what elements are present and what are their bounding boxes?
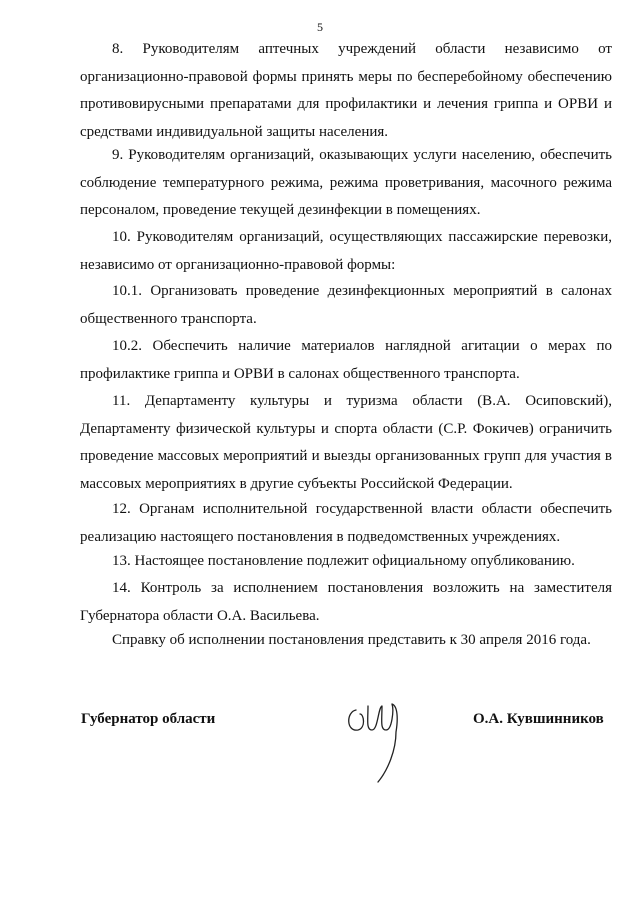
paragraph-10: 10. Руководителям организаций, осуществляющих пассажирские перевозки, независимо от организационно-правовой формы: [80, 229, 612, 273]
paragraph-14: 14. Контроль за исполнением постановления возложить на заместителя Губернатора области О.А. Васильева. [80, 580, 612, 624]
signatory-role: Губернатор области [81, 711, 216, 727]
paragraph-10-2: 10.2. Обеспечить наличие материалов наглядной агитации о мерах по профилактике гриппа и ОРВИ в салонах общественного транспорта. [80, 338, 612, 382]
paragraph-report: Справку об исполнении постановления представить к 30 апреля 2016 года. [112, 632, 591, 648]
paragraph-10-1: 10.1. Организовать проведение дезинфекционных мероприятий в салонах общественного транспорта. [80, 283, 612, 327]
handwritten-signature [338, 690, 418, 790]
paragraph-11: 11. Департаменту культуры и туризма области (В.А. Осиповский), Департаменту физической культуры и спорта области (С.Р. Фокичев) ограничить проведение массовых мероприятий и выезды организованных групп для участия в массовых мероприятиях в другие субъекты Российской Федерации. [80, 393, 612, 492]
paragraph-8: 8. Руководителям аптечных учреждений области независимо от организационно-правовой формы принять меры по бесперебойному обеспечению противовирусными препаратами для профилактики и лечения гриппа и ОРВИ и средствами индивидуальной защиты населения. [80, 41, 612, 140]
paragraph-13: 13. Настоящее постановление подлежит официальному опубликованию. [112, 553, 575, 569]
paragraph-12: 12. Органам исполнительной государственной власти области обеспечить реализацию настоящего постановления в подведомственных учреждениях. [80, 501, 612, 545]
page-number: 5 [317, 20, 323, 34]
paragraph-9: 9. Руководителям организаций, оказывающих услуги населению, обеспечить соблюдение температурного режима, режима проветривания, масочного режима персоналом, проведение текущей дезинфекции в помещениях. [80, 147, 612, 219]
signatory-name: О.А. Кувшинников [473, 711, 604, 727]
